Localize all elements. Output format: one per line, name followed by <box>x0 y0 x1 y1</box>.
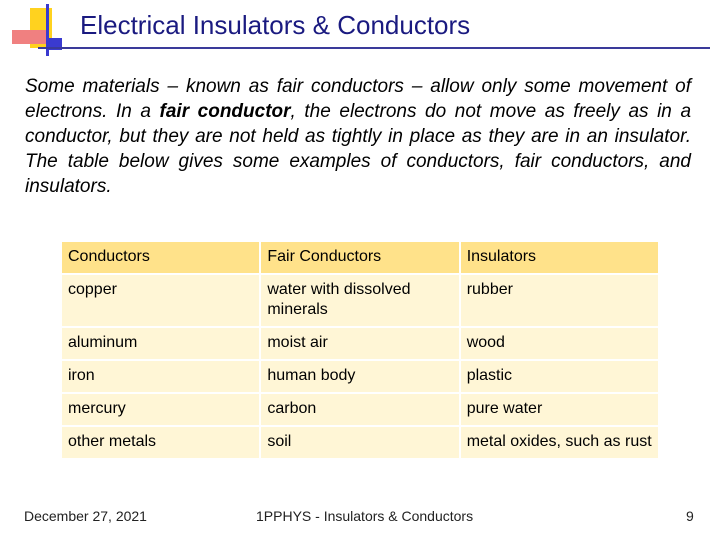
table-cell: human body <box>260 360 459 393</box>
table-cell: rubber <box>460 274 659 327</box>
table-row <box>61 327 659 360</box>
table-cell: moist air <box>260 327 459 360</box>
logo-red-square <box>12 30 48 44</box>
table-cell: plastic <box>460 360 659 393</box>
footer-date: December 27, 2021 <box>24 508 147 524</box>
footer-page-number: 9 <box>686 508 694 524</box>
paragraph-bold-term: fair conductor <box>159 101 291 122</box>
header-insulators: Insulators <box>460 241 659 274</box>
table-cell: mercury <box>61 393 260 426</box>
table-header-row <box>61 241 659 274</box>
table-cell: carbon <box>260 393 459 426</box>
body-paragraph <box>25 74 691 199</box>
paragraph-text-1: Some materials – known as fair conductors – allow only some movement of electrons. In a <box>25 76 691 122</box>
table-cell: wood <box>460 327 659 360</box>
footer-title: 1PPHYS - Insulators & Conductors <box>256 508 474 524</box>
table-cell: water with dissolved minerals <box>260 274 459 327</box>
table-row <box>61 426 659 459</box>
slide-logo-decoration <box>0 0 80 60</box>
table-cell: soil <box>260 426 459 459</box>
paragraph-text-2: , the electrons do not move as freely as in a conductor, but they are not held as tightly in place as they are in an insulator. The table below gives some examples of conductors, fair conductors, and insulators. <box>25 101 692 197</box>
table-cell: aluminum <box>61 327 260 360</box>
title-underline <box>38 47 710 49</box>
table-row <box>61 393 659 426</box>
materials-table <box>60 240 660 460</box>
table-cell: metal oxides, such as rust <box>460 426 659 459</box>
slide-title: Electrical Insulators & Conductors <box>80 10 471 40</box>
table-cell: other metals <box>61 426 260 459</box>
table-cell: iron <box>61 360 260 393</box>
header-fair-conductors: Fair Conductors <box>260 241 459 274</box>
header-conductors: Conductors <box>61 241 260 274</box>
table-row <box>61 360 659 393</box>
table-cell: pure water <box>460 393 659 426</box>
table-cell: copper <box>61 274 260 327</box>
table-row <box>61 274 659 327</box>
